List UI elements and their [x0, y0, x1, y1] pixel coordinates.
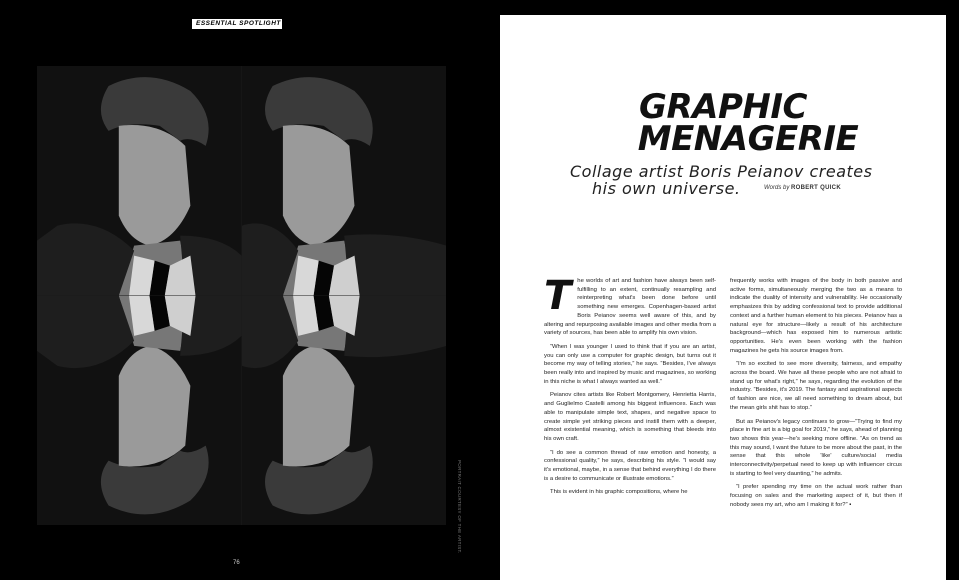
body-paragraph: This is evident in his graphic compositions, where he	[550, 489, 688, 496]
body-column-2	[730, 277, 902, 515]
byline-prefix: Words by	[764, 185, 790, 191]
section-tag: ESSENTIAL SPOTLIGHT	[192, 19, 282, 29]
byline-author: ROBERT QUICK	[791, 185, 841, 191]
body-paragraph: “When I was younger I used to think that if you are an artist, you can only use a computer for graphic design, but turns out it become my way of telling stories,” he says. “Besides, I've always been really into and inspired by music and magazines, so working in this niche is what I always wanted as well.”	[544, 343, 716, 385]
headline-line-2: MENAGERIE	[637, 119, 859, 159]
body-paragraph: frequently works with images of the body in both passive and active forms, simultaneously merging the two as a means to indicate the duality of intensity and vulnerability. He occasionally emphasizes this by adding confessional text to provide additional context and a further human element to his pieces. Peianov has a natural eye for structure—likely a result of his architecture background—which has exposed him to numerous artistic opportunities. He's even been working with the fashion magazines he gets his source images from.	[730, 278, 902, 354]
mirrored-portrait-collage	[37, 66, 446, 525]
headline	[500, 87, 946, 159]
body-paragraph: But as Peianov's legacy continues to grow—“Trying to find my place in fine art is a big goal for 2019,” he says, ahead of planning two shows this year—he's seeking more offline. “As on trend as this may sound, I want the future to be more about the past, in the sense that this whole 'like' culture/social media interconnectivity/perpetual need to keep up with influencer circus is starting to feel very daunting,” he admits.	[730, 418, 902, 477]
right-page	[500, 15, 946, 580]
byline	[764, 185, 841, 191]
body-paragraph: “I do see a common thread of raw emotion and honesty, a confessional quality,” he says, describing his style. “I would say it's emotional, maybe, in a sense that behind everything I do there is a desire to communicate or illustrate emotions.”	[544, 449, 716, 482]
page-number: 76	[233, 560, 240, 566]
body-column-1	[544, 273, 716, 502]
photo-credit: PORTRAIT COURTESY OF THE ARTIST.	[457, 460, 462, 554]
portrait-quadrant	[242, 66, 447, 296]
portrait-quadrant	[37, 66, 242, 296]
deck-line-2: his own universe.	[592, 179, 741, 198]
body-paragraph: “I'm so excited to see more diversity, fairness, and empathy across the board. We have all these people who are not afraid to stand up for what's right,” he says, regarding the evolution of the industry. “Besides, it's 2019. The fantasy and aspirational aspects of fashion are nice, we all need something to dream about, but the mean girls shit has to stop.”	[730, 361, 902, 411]
headline-line-1: GRAPHIC	[639, 87, 807, 127]
body-paragraph: “I prefer spending my time on the actual work rather than focusing on sales and the marketing aspect of it, but then if nobody sees my art, who am I making it for?” ▪	[730, 484, 902, 508]
deck	[570, 163, 890, 197]
body-paragraph: Peianov cites artists like Robert Montgomery, Henrietta Harris, and Guglielmo Castelli among his biggest influences. Each was able to manipulate simple text, shapes, and negative space to create simple yet striking pieces and instill them with a deeper, almost existential meaning, which is something that bleeds into his own craft.	[544, 392, 716, 442]
portrait-quadrant	[242, 296, 447, 526]
body-paragraph: T he worlds of art and fashion have always been self-fulfilling to an extent, continually resampling and reinterpreting what's been done before until something new emerges. Copenhagen-based artist Boris Peianov seems well aware of this, and by altering and repurposing available images and other media from a variety of sources, has been able to amplify his own vision.	[544, 273, 716, 337]
deck-line-1: Collage artist Boris Peianov creates	[570, 162, 873, 181]
portrait-quadrant	[37, 296, 242, 526]
drop-cap: T	[544, 273, 572, 319]
